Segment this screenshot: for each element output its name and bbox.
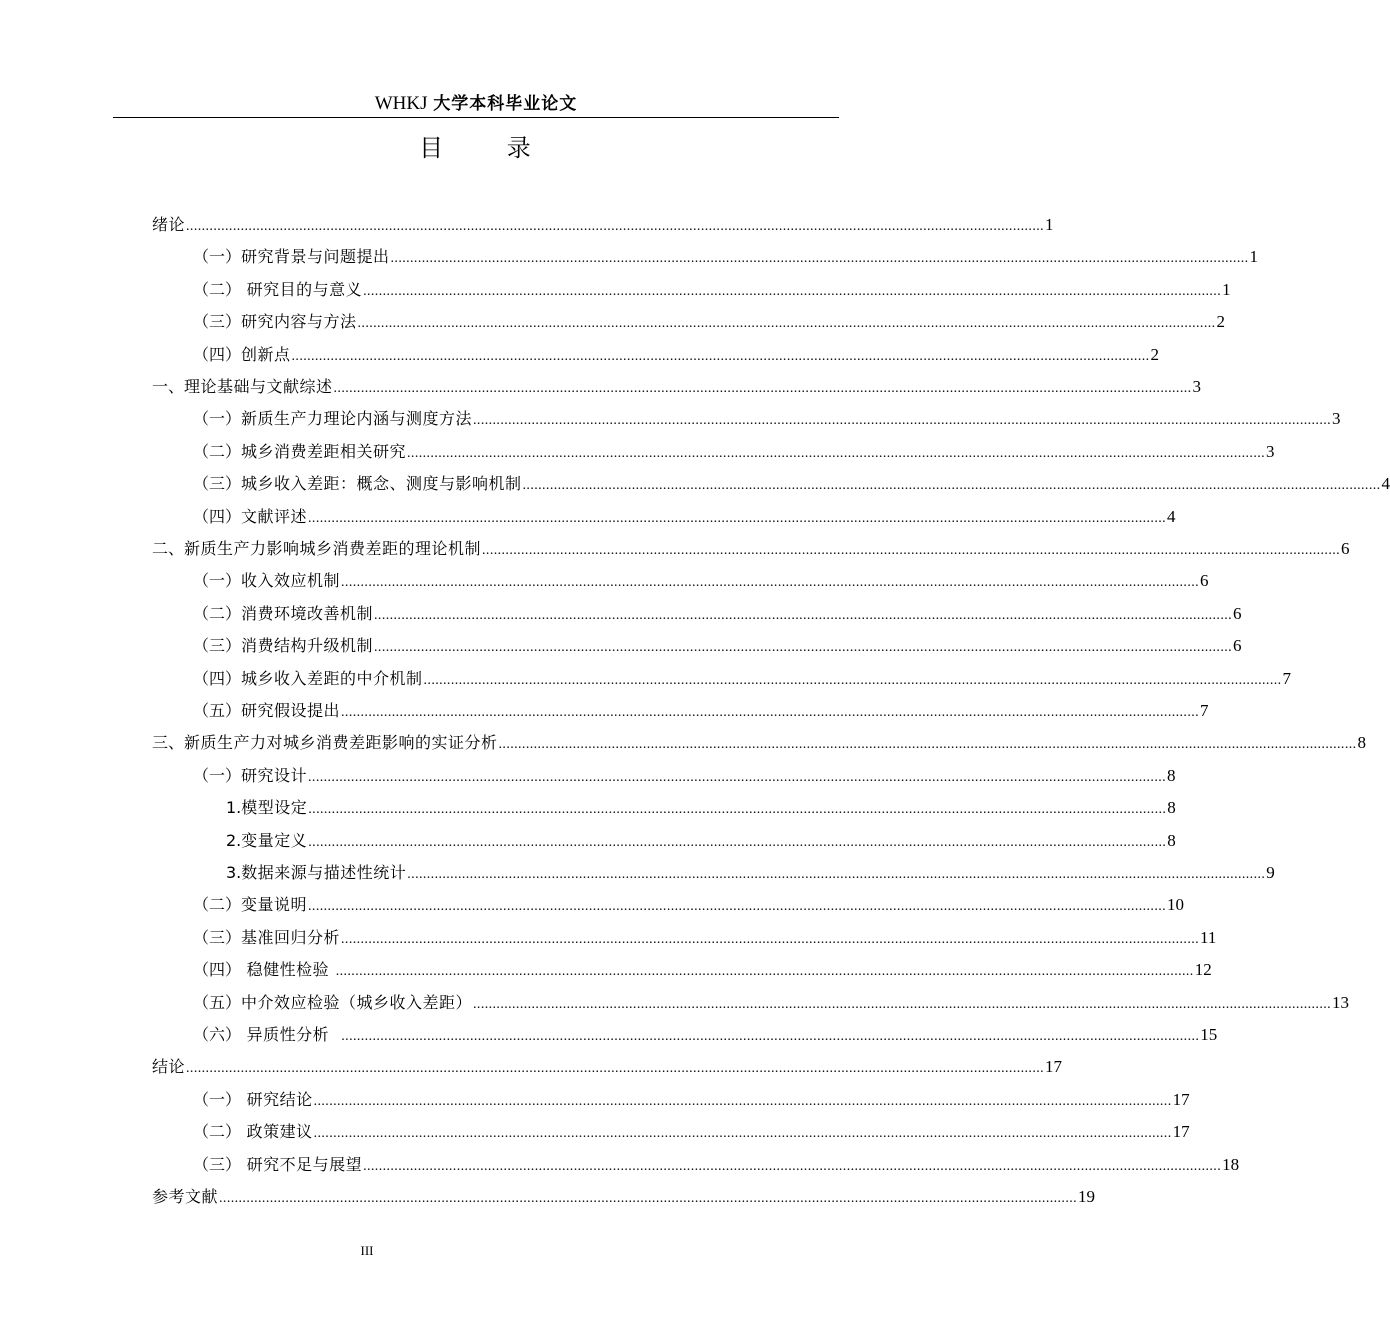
toc-entry-label: 研究背景与问题提出 [241,247,390,267]
toc-entry-number: （三） [193,312,242,332]
toc-entry-label: 研究设计 [241,765,308,785]
toc-entry-number: （二） [193,441,242,461]
toc-leader-dots: ............................................................................................................................................................................................................................ [308,769,1167,785]
toc-entry-number: （二） [193,895,242,915]
header-university-title: 大学本科毕业论文 [433,94,578,114]
toc-entry[interactable] [193,699,1209,723]
toc-page-number: 4 [1381,474,1390,494]
page-number: III [360,1243,374,1258]
toc-entry[interactable] [193,505,1176,529]
toc-entry-number: （二） [193,603,242,623]
toc-page-number: 3 [1266,441,1275,461]
toc-entry-number: （二） [193,279,242,299]
toc-page-number: 12 [1194,960,1212,980]
header-latin: WHKJ [374,93,428,114]
toc-entry[interactable] [226,861,1275,885]
toc-entry-label: 数据来源与描述性统计 [241,863,407,882]
toc-page-number: 6 [1341,539,1350,558]
toc-entry[interactable] [193,343,1160,367]
toc-leader-dots: ............................................................................................................................................................................................................................ [341,575,1200,591]
toc-entry[interactable] [193,958,1212,982]
toc-page-number: 17 [1172,1122,1190,1142]
toc-leader-dots: ............................................................................................................................................................................................................................ [186,219,1045,234]
toc-entry[interactable] [193,602,1242,626]
toc-page-number: 6 [1233,603,1242,623]
toc-leader-dots: ............................................................................................................................................................................................................................ [522,478,1381,494]
toc-entry[interactable] [152,375,1202,399]
toc-entry-label: 城乡收入差距：概念、测度与影响机制 [241,474,522,494]
toc-entry[interactable] [193,569,1209,593]
toc-leader-dots: ............................................................................................................................................................................................................................ [473,413,1332,429]
toc-entry[interactable] [193,278,1231,302]
toc-entry-label: 异质性分析 [241,1025,341,1044]
toc-entry-label: 城乡消费差距相关研究 [241,441,407,461]
toc-leader-dots: ............................................................................................................................................................................................................................ [374,607,1233,623]
toc-entry-number: （三） [193,474,242,494]
toc-page-number: 8 [1167,830,1176,850]
toc-page-number: 3 [1332,409,1341,429]
toc-entry-number: （三） [193,1154,242,1174]
toc-leader-dots: ............................................................................................................................................................................................................................ [407,867,1266,882]
toc-page-number: 10 [1167,895,1185,915]
toc-entry-label: 政策建议 [241,1122,313,1142]
toc-entry-number: （一） [193,1089,242,1109]
toc-entry-number: （三） [193,636,242,656]
toc-entry-label: 基准回归分析 [241,927,341,947]
toc-entry-label: 城乡收入差距的中介机制 [241,668,423,688]
toc-entry-number: 二、 [152,539,185,558]
toc-page-number: 2 [1150,344,1160,364]
toc-entry-number: （一） [193,409,242,429]
toc-entry-label: 变量定义 [241,830,308,850]
toc-entry[interactable] [152,537,1350,561]
toc-entry[interactable] [193,1023,1218,1047]
toc-entry[interactable] [193,1153,1240,1177]
toc-page-number: 8 [1357,733,1367,753]
toc-leader-dots: ............................................................................................................................................................................................................................ [423,672,1282,688]
toc-leader-dots: ............................................................................................................................................................................................................................ [335,964,1194,980]
toc-entry-label: 研究目的与意义 [241,279,363,299]
toc-entry[interactable] [193,764,1176,788]
toc-entry[interactable] [193,893,1185,917]
toc-leader-dots: ............................................................................................................................................................................................................................ [390,251,1249,267]
toc-entry-number: （四） [193,344,242,364]
toc-page-number: 9 [1266,863,1275,882]
toc-entry[interactable] [193,245,1259,269]
toc-entry-label: 研究假设提出 [241,701,341,720]
toc-page-number: 2 [1216,312,1226,332]
toc-page-number: 4 [1167,506,1176,526]
toc-leader-dots: ............................................................................................................................................................................................................................ [363,283,1222,299]
toc-leader-dots: ............................................................................................................................................................................................................................ [341,705,1200,720]
toc-entry-label: 消费环境改善机制 [241,603,374,623]
page-title: 目 录 [419,134,559,162]
toc-page-number: 1 [1045,215,1054,234]
toc-entry-label: 研究不足与展望 [241,1154,363,1174]
toc-entry-label: 变量说明 [241,895,308,915]
toc-entry-label: 理论基础与文献综述 [184,377,333,396]
toc-page-number: 6 [1233,636,1242,656]
toc-entry-number: （四） [193,506,242,526]
toc-entry[interactable] [193,667,1292,691]
toc-entry-label: 新质生产力理论内涵与测度方法 [241,409,473,429]
toc-leader-dots: ............................................................................................................................................................................................................................ [186,1061,1045,1077]
toc-page-number: 8 [1167,798,1176,818]
toc-entry[interactable] [193,407,1341,431]
toc-entry[interactable] [152,731,1367,755]
toc-page-number: 15 [1200,1025,1218,1044]
toc-entry-label: 模型设定 [241,798,308,818]
toc-entry-number: （三） [193,927,242,947]
toc-leader-dots: ............................................................................................................................................................................................................................ [498,737,1357,753]
toc-entry[interactable] [193,634,1242,658]
toc-entry-label: 中介效应检验（城乡收入差距） [241,992,473,1012]
toc-entry-label: 研究内容与方法 [241,312,357,332]
toc-leader-dots: ............................................................................................................................................................................................................................ [341,931,1200,947]
toc-leader-dots: ............................................................................................................................................................................................................................ [473,996,1332,1012]
toc-leader-dots: ............................................................................................................................................................................................................................ [308,802,1167,818]
toc-entry[interactable] [193,1088,1190,1112]
toc-entry[interactable] [193,926,1217,950]
toc-entry-number: 三、 [152,733,185,753]
toc-entry[interactable] [193,310,1226,334]
toc-entry[interactable] [193,991,1350,1015]
toc-page-number: 17 [1045,1057,1063,1077]
toc-entry-number: （一） [193,247,242,267]
toc-page-number: 19 [1078,1187,1096,1206]
toc-page-number: 13 [1332,992,1350,1012]
toc-page-number: 1 [1249,247,1259,267]
toc-entry[interactable] [152,213,1054,237]
toc-entry[interactable] [226,829,1176,853]
toc-page-number: 3 [1192,377,1202,396]
toc-entry-number: （五） [193,992,242,1012]
toc-entry-number: （一） [193,765,242,785]
toc-entry[interactable] [152,1185,1096,1209]
toc-entry-number: （五） [193,701,242,720]
toc-entry-number: 一、 [152,377,185,396]
toc-leader-dots: ............................................................................................................................................................................................................................ [374,640,1233,656]
toc-leader-dots: ............................................................................................................................................................................................................................ [363,1158,1222,1174]
toc-entry-label: 研究结论 [241,1089,313,1109]
toc-entry-number: （二） [193,1122,242,1142]
toc-leader-dots: ............................................................................................................................................................................................................................ [308,899,1167,915]
toc-page-number: 17 [1172,1089,1190,1109]
toc-entry-number: 3. [226,863,242,882]
toc-entry-label: 结论 [152,1057,186,1077]
toc-entry-label: 稳健性检验 [241,960,335,980]
toc-entry-label: 新质生产力对城乡消费差距影响的实证分析 [184,733,498,753]
toc-entry-label: 绪论 [152,215,186,234]
toc-entry[interactable] [193,472,1390,496]
toc-entry-label: 创新点 [241,344,291,364]
toc-page-number: 1 [1222,279,1231,299]
toc-leader-dots: ............................................................................................................................................................................................................................ [291,348,1150,364]
toc-leader-dots: ............................................................................................................................................................................................................................ [313,1126,1172,1142]
toc-leader-dots: ............................................................................................................................................................................................................................ [313,1093,1172,1109]
toc-entry[interactable] [152,1055,1063,1079]
toc-page-number: 8 [1167,765,1176,785]
toc-leader-dots: ............................................................................................................................................................................................................................ [357,316,1216,332]
toc-page-number: 7 [1282,668,1292,688]
toc-entry[interactable] [226,796,1176,820]
toc-leader-dots: ............................................................................................................................................................................................................................ [341,1029,1200,1044]
toc-leader-dots: ............................................................................................................................................................................................................................ [219,1191,1078,1206]
toc-page-number: 7 [1200,701,1209,720]
toc-entry-number: 1. [226,798,242,818]
toc-entry-label: 消费结构升级机制 [241,636,374,656]
toc-entry[interactable] [193,1120,1190,1144]
toc-entry-number: （四） [193,668,242,688]
toc-leader-dots: ............................................................................................................................................................................................................................ [333,381,1192,396]
toc-leader-dots: ............................................................................................................................................................................................................................ [308,834,1167,850]
toc-entry-label: 参考文献 [152,1187,219,1206]
toc-entry-number: （一） [193,571,242,591]
toc-leader-dots: ............................................................................................................................................................................................................................ [407,445,1266,461]
toc-entry-label: 新质生产力影响城乡消费差距的理论机制 [184,539,482,558]
toc-entry[interactable] [193,440,1275,464]
toc-entry-number: （六） [193,1025,242,1044]
toc-leader-dots: ............................................................................................................................................................................................................................ [482,543,1341,558]
toc-page-number: 6 [1200,571,1209,591]
toc-page-number: 18 [1222,1154,1240,1174]
toc-entry-number: （四） [193,960,242,980]
running-header [113,91,839,118]
toc-entry-label: 收入效应机制 [241,571,341,591]
toc-entry-number: 2. [226,830,242,850]
toc-entry-label: 文献评述 [241,506,308,526]
toc-leader-dots: ............................................................................................................................................................................................................................ [308,510,1167,526]
toc-page-number: 11 [1200,927,1217,947]
